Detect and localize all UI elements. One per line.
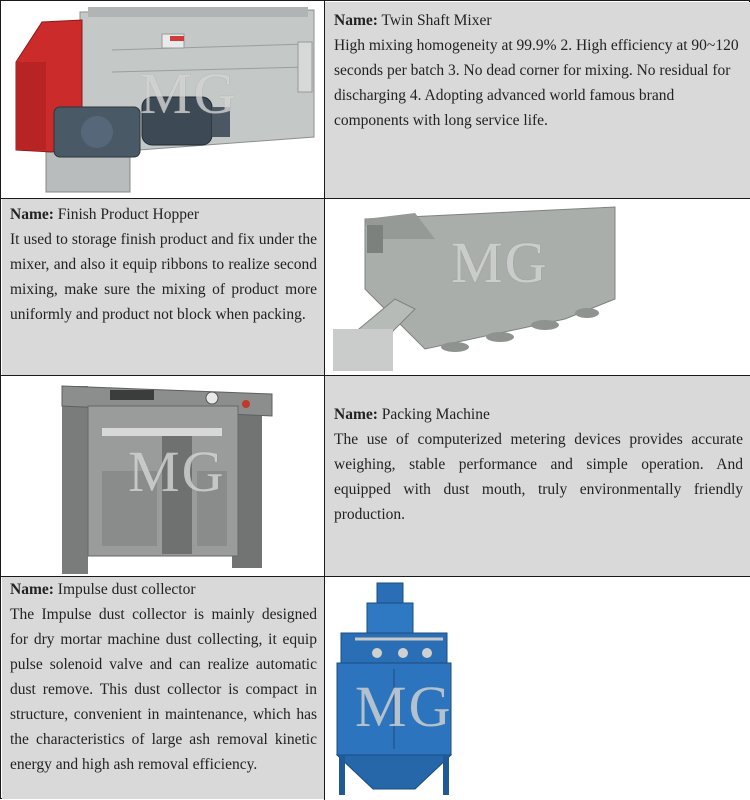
product-description: High mixing homogeneity at 99.9% 2. High efficiency at 90~120 seconds per batch 3. No dead corner for mixing. No residual for discharging 4. Adopting advanced world famous brand components with long service life. — [334, 37, 739, 129]
watermark: MG — [128, 439, 226, 504]
watermark: MG — [451, 230, 549, 295]
product-description: The Impulse dust collector is mainly designed for dry mortar machine dust collecting, it equip pulse solenoid valve and can realize automatic dust remove. This dust collector is compact in structure, convenient in maintenance, which has the characteristics of large ash removal kinetic energy and high ash removal efficiency. — [10, 606, 317, 773]
name-label: Name: — [334, 12, 378, 29]
packing-machine-image-cell — [2, 376, 324, 576]
product-name: Impulse dust collector — [57, 581, 196, 598]
watermark: MG — [140, 61, 238, 126]
product-name: Packing Machine — [381, 406, 490, 423]
twin-shaft-mixer-text-cell — [325, 2, 750, 198]
name-label: Name: — [10, 581, 54, 598]
finish-product-hopper-text-cell — [2, 199, 324, 375]
watermark: MG — [355, 674, 453, 739]
name-label: Name: — [10, 206, 54, 223]
product-description: It used to storage finish product and fix under the mixer, and also it equip ribbons to realize second mixing, make sure the mixing of product more uniformly and product not block when packing. — [10, 231, 317, 323]
product-name: Twin Shaft Mixer — [381, 12, 492, 29]
twin-shaft-mixer-image-cell — [2, 2, 324, 198]
impulse-dust-collector-text-cell — [2, 577, 324, 799]
product-description: The use of computerized metering devices provides accurate weighing, stable performance and simple operation. And equipped with dust mouth, truly environmentally friendly production. — [334, 431, 743, 523]
impulse-dust-collector-image-cell — [325, 577, 750, 799]
packing-machine-text-cell — [325, 376, 750, 576]
name-label: Name: — [334, 406, 378, 423]
finish-product-hopper-image-cell — [325, 199, 750, 375]
product-name: Finish Product Hopper — [57, 206, 199, 223]
